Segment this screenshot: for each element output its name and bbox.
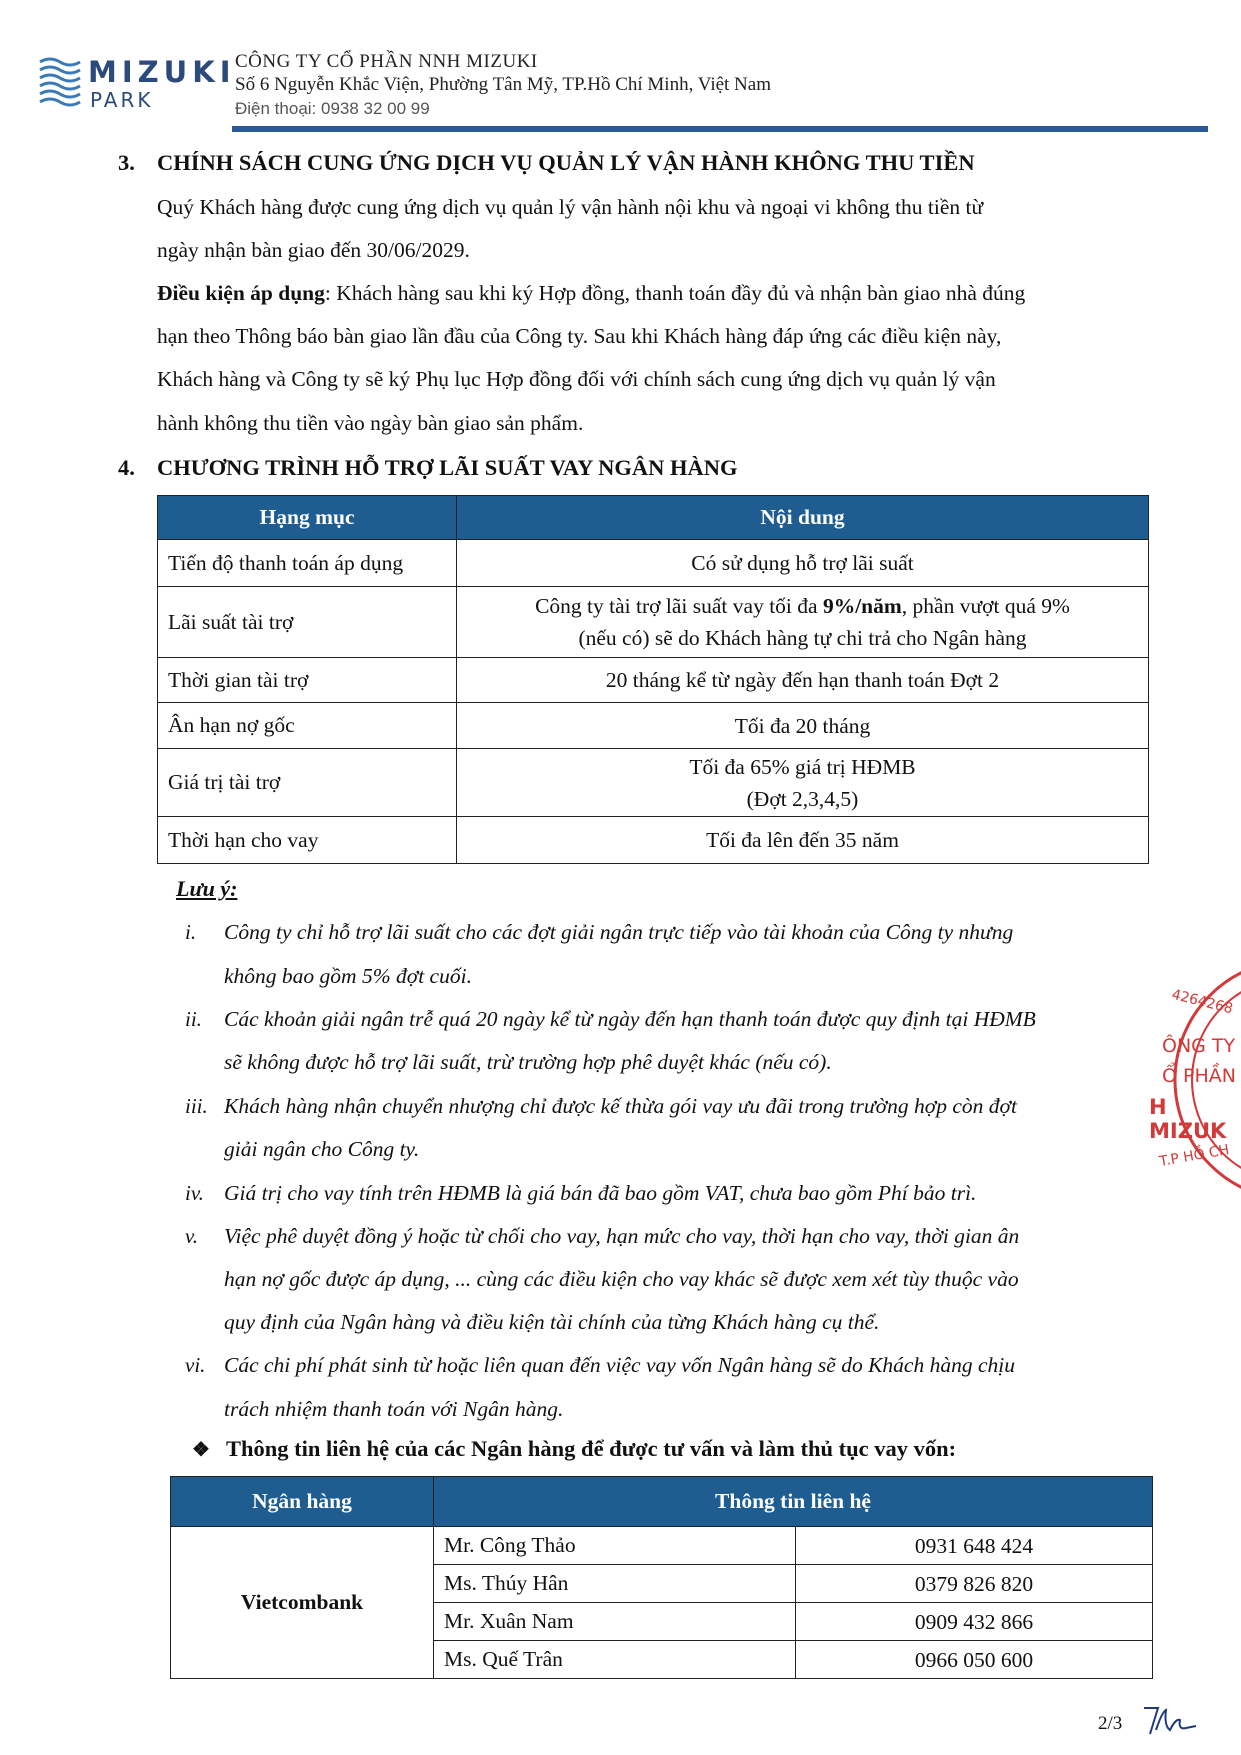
note-line: Công ty chỉ hỗ trợ lãi suất cho các đợt giải ngân trực tiếp vào tài khoản của Công ty nhưng [224, 920, 1014, 944]
stamp-line3: H MIZUK [1149, 1095, 1227, 1143]
contact-phone: 0966 050 600 [796, 1641, 1153, 1679]
bank-contacts-table [170, 1476, 1153, 1679]
table-row [158, 658, 1149, 703]
row-item: Giá trị tài trợ [158, 749, 457, 817]
note-number: i. [185, 920, 197, 944]
note-line: quy định của Ngân hàng và điều kiện tài chính của từng Khách hàng cụ thể. [224, 1310, 880, 1334]
initials-signature-icon [1140, 1700, 1200, 1740]
row-item: Ân hạn nợ gốc [158, 703, 457, 749]
note-number: vi. [185, 1353, 206, 1377]
row-content: 20 tháng kể từ ngày đến hạn thanh toán Đợt 2 [457, 658, 1149, 703]
contacts-header-bank: Ngân hàng [171, 1477, 434, 1527]
rate-text-pre: Công ty tài trợ lãi suất vay tối đa [535, 594, 823, 618]
value-line1: Tối đa 65% giá trị HĐMB [689, 754, 916, 779]
note-line: sẽ không được hỗ trợ lãi suất, trừ trường hợp phê duyệt khác (nếu có). [224, 1050, 832, 1074]
contact-phone: 0379 826 820 [796, 1565, 1153, 1603]
table-header-item: Hạng mục [158, 496, 457, 540]
row-content: Tối đa 20 tháng [457, 703, 1149, 749]
value-line2: (Đợt 2,3,4,5) [746, 786, 859, 811]
rate-text-line2: (nếu có) sẽ do Khách hàng tự chi trả cho Ngân hàng [578, 626, 1027, 650]
page-number: 2/3 [1098, 1713, 1123, 1734]
note-line: giải ngân cho Công ty. [224, 1137, 420, 1161]
stamp-line4: T.P HỒ CH [1158, 1141, 1231, 1171]
contacts-header-row [171, 1477, 1153, 1527]
stamp-code: 4264268 [1169, 986, 1235, 1018]
rate-value: 9%/năm [822, 594, 902, 618]
section3-para1-line2: ngày nhận bàn giao đến 30/06/2029. [157, 238, 470, 262]
table-row [158, 540, 1149, 587]
contact-phone: 0909 432 866 [796, 1603, 1153, 1641]
row-item: Tiến độ thanh toán áp dụng [158, 540, 457, 587]
contact-name: Ms. Thúy Hân [434, 1565, 796, 1603]
table-header-content: Nội dung [457, 496, 1149, 540]
header-rule [232, 126, 1208, 132]
row-item: Thời hạn cho vay [158, 817, 457, 864]
row-content [457, 587, 1149, 658]
note-line: Việc phê duyệt đồng ý hoặc từ chối cho vay, hạn mức cho vay, thời hạn cho vay, thời gian ân [224, 1224, 1020, 1248]
contact-name: Mr. Xuân Nam [434, 1603, 796, 1641]
note-line: hạn nợ gốc được áp dụng, ... cùng các điều kiện cho vay khác sẽ được xem xét tùy thuộc vào [224, 1267, 1019, 1291]
rate-text-post: , phần vượt quá 9% [901, 594, 1070, 618]
section3-condition-line1 [157, 272, 1025, 314]
condition-text: : Khách hàng sau khi ký Hợp đồng, thanh toán đầy đủ và nhận bàn giao nhà đúng [324, 281, 1026, 305]
section4-title: CHƯƠNG TRÌNH HỖ TRỢ LÃI SUẤT VAY NGÂN HÀNG [157, 455, 738, 480]
note-line: không bao gồm 5% đợt cuối. [224, 964, 472, 988]
note-line: Các khoản giải ngân trễ quá 20 ngày kể từ ngày đến hạn thanh toán được quy định tại HĐMB [224, 1007, 1036, 1031]
logo-park: PARK [90, 88, 154, 112]
note-line: Giá trị cho vay tính trên HĐMB là giá bán đã bao gồm VAT, chưa bao gồm Phí bảo trì. [224, 1181, 977, 1205]
section3-condition-line4: hành không thu tiền vào ngày bàn giao sản phẩm. [157, 411, 584, 435]
section3-para1-line1: Quý Khách hàng được cung ứng dịch vụ quản lý vận hành nội khu và ngoại vi không thu tiền từ [157, 195, 984, 219]
contacts-title: Thông tin liên hệ của các Ngân hàng để được tư vấn và làm thủ tục vay vốn: [226, 1436, 957, 1461]
contacts-header-info: Thông tin liên hệ [434, 1477, 1153, 1527]
company-address: Số 6 Nguyễn Khắc Viện, Phường Tân Mỹ, TP.Hồ Chí Minh, Việt Nam [235, 74, 771, 95]
note-number: v. [185, 1224, 199, 1248]
company-phone: Điện thoại: 0938 32 00 99 [235, 99, 430, 118]
note-number: iii. [185, 1094, 208, 1118]
wave-icon [38, 56, 88, 120]
company-logo [38, 52, 236, 132]
stamp-line2: Ổ PHẦN [1162, 1065, 1236, 1087]
table-row [158, 703, 1149, 749]
section3-title: CHÍNH SÁCH CUNG ỨNG DỊCH VỤ QUẢN LÝ VẬN HÀNH KHÔNG THU TIỀN [157, 150, 975, 175]
notes-title: Lưu ý: [176, 876, 238, 901]
note-line: Các chi phí phát sinh từ hoặc liên quan đến việc vay vốn Ngân hàng sẽ do Khách hàng chịu [224, 1353, 1015, 1377]
company-name: CÔNG TY CỔ PHẦN NNH MIZUKI [235, 51, 538, 72]
condition-label: Điều kiện áp dụng [157, 281, 325, 305]
table-row [158, 587, 1149, 658]
note-line: Khách hàng nhận chuyển nhượng chỉ được kế thừa gói vay ưu đãi trong trường hợp còn đợt [224, 1094, 1017, 1118]
contact-phone: 0931 648 424 [796, 1527, 1153, 1565]
note-line: trách nhiệm thanh toán với Ngân hàng. [224, 1397, 564, 1421]
section4-number: 4. [118, 455, 135, 480]
table-header-row [158, 496, 1149, 540]
section3-condition-line2: hạn theo Thông báo bàn giao lần đầu của Công ty. Sau khi Khách hàng đáp ứng các điều kiện này, [157, 324, 1002, 348]
logo-mizuki: MIZUKI [88, 55, 236, 89]
section3-condition-line3: Khách hàng và Công ty sẽ ký Phụ lục Hợp đồng đối với chính sách cung ứng dịch vụ quản lý vận [157, 367, 996, 391]
note-number: iv. [185, 1181, 204, 1205]
row-content [457, 749, 1149, 817]
row-item: Thời gian tài trợ [158, 658, 457, 703]
row-content: Có sử dụng hỗ trợ lãi suất [457, 540, 1149, 587]
table-row [171, 1527, 1153, 1565]
section3-number: 3. [118, 150, 135, 175]
contact-name: Mr. Công Thảo [434, 1527, 796, 1565]
note-number: ii. [185, 1007, 202, 1031]
row-item: Lãi suất tài trợ [158, 587, 457, 658]
loan-support-table [157, 495, 1149, 864]
diamond-bullet-icon: ❖ [192, 1439, 210, 1461]
company-seal-stamp [1145, 960, 1241, 1200]
table-row [158, 817, 1149, 864]
stamp-line1: ÔNG TY [1162, 1035, 1236, 1057]
contact-name: Ms. Quế Trân [434, 1641, 796, 1679]
bank-name: Vietcombank [171, 1527, 434, 1679]
table-row [158, 749, 1149, 817]
row-content: Tối đa lên đến 35 năm [457, 817, 1149, 864]
